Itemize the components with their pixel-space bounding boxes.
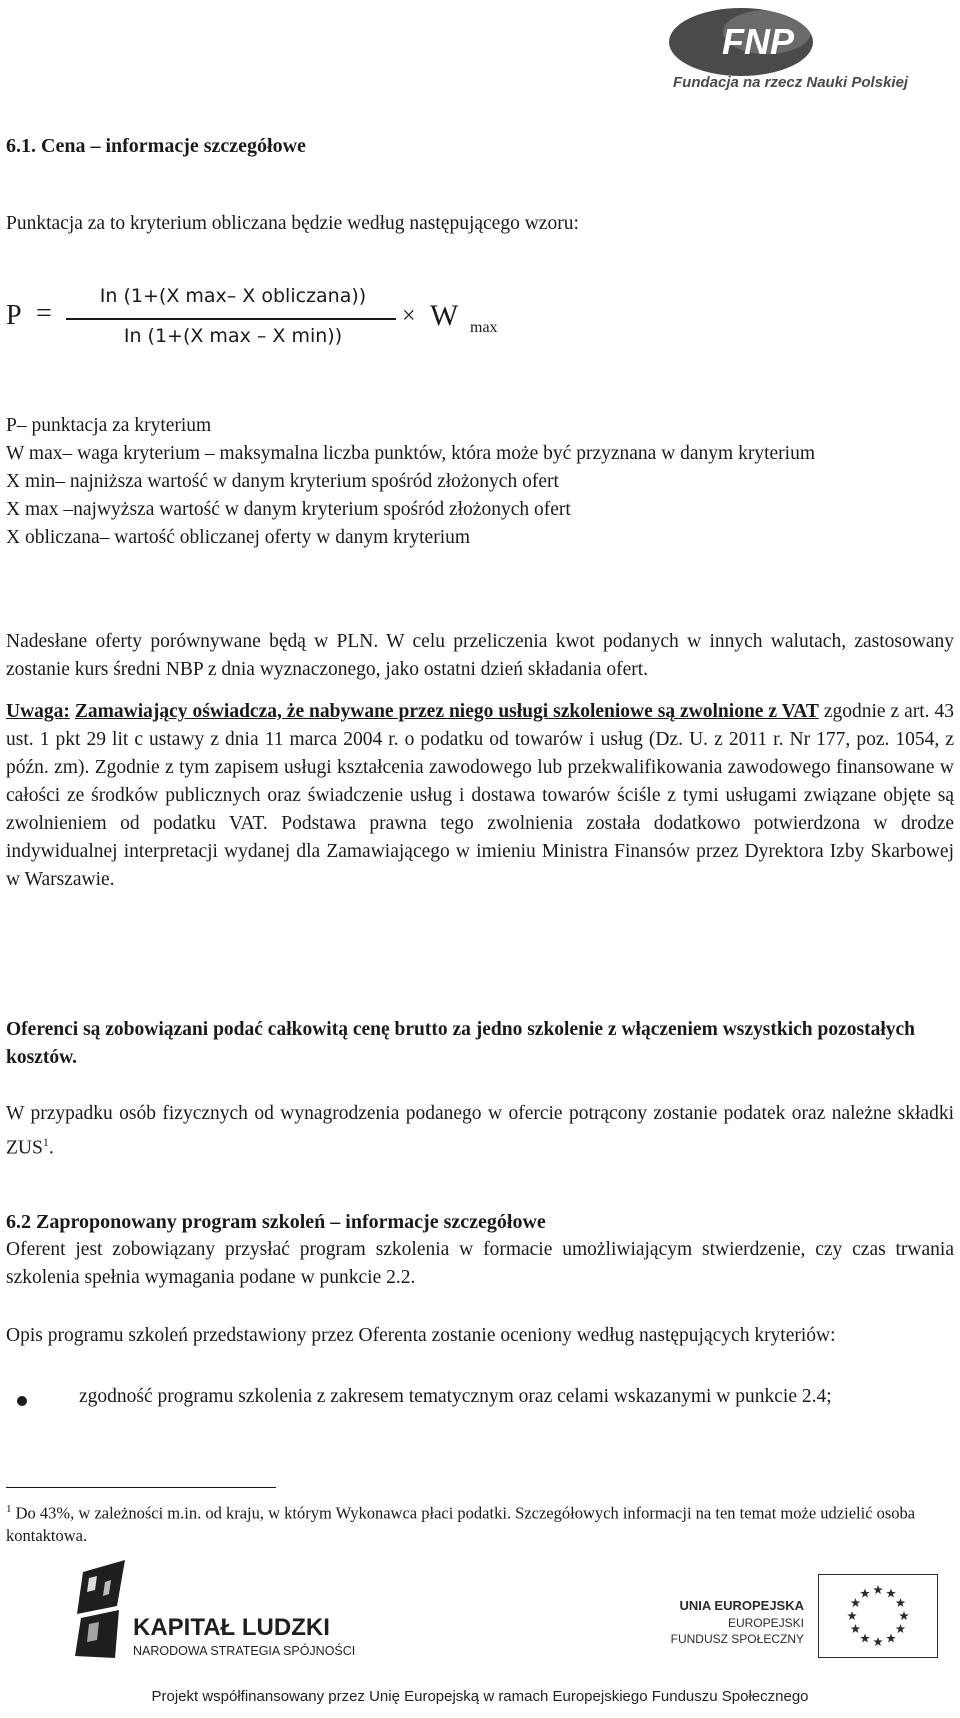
- ue-efs-logo: [670, 1568, 960, 1658]
- kapital-ludzki-emblem-icon: [75, 1560, 135, 1660]
- kapital-ludzki-title: KAPITAŁ LUDZKI: [133, 1614, 330, 1641]
- definition-x-max: X max –najwyższa wartość w danym kryterium spośród złożonych ofert: [6, 499, 571, 520]
- formula-w: W: [430, 299, 459, 332]
- formula-numerator: In (1+(X max– X obliczana)): [99, 285, 367, 307]
- zus-paragraph: [6, 1100, 954, 1163]
- formula: [6, 285, 566, 365]
- definition-x-obliczana: X obliczana– wartość obliczanej oferty w danym kryterium: [6, 527, 471, 548]
- definition-x-min: X min– najniższa wartość w danym kryterium spośród złożonych ofert: [6, 471, 559, 492]
- section-heading-6-1: 6.1. Cena – informacje szczegółowe: [6, 135, 306, 157]
- fnp-logo-text: FNP: [722, 21, 794, 62]
- footnote: [6, 1498, 956, 1547]
- formula-times: ×: [402, 303, 416, 329]
- ue-line-2: EUROPEJSKI: [727, 1616, 804, 1630]
- uwaga-paragraph: [6, 698, 954, 894]
- bullet-icon: [17, 1396, 27, 1406]
- kapital-ludzki-logo: [75, 1560, 395, 1660]
- footnote-marker: 1: [6, 1503, 12, 1515]
- formula-intro: Punktacja za to kryterium obliczana będzie według następującego wzoru:: [6, 213, 579, 234]
- kapital-ludzki-subtitle: NARODOWA STRATEGIA SPÓJNOŚCI: [133, 1644, 356, 1658]
- uwaga-vat-statement: Zamawiający oświadcza, że nabywane przez niego usługi szkoleniowe są zwolnione z VAT: [74, 701, 819, 722]
- footnote-separator: [6, 1487, 276, 1488]
- pln-paragraph: Nadesłane oferty porównywane będą w PLN. W celu przeliczenia kwot podanych w innych walutach, zastosowany zostanie kurs średni NBP z dnia wyznaczonego, jako ostatni dzień składania ofert.: [6, 631, 954, 680]
- uwaga-label: Uwaga:: [6, 701, 70, 722]
- zus-end: .: [48, 1137, 54, 1159]
- ue-line-3: FUNDUSZ SPOŁECZNY: [670, 1632, 804, 1646]
- zus-text: W przypadku osób fizycznych od wynagrodzenia podanego w ofercie potrącony zostanie podatek oraz należne składki ZUS: [6, 1103, 954, 1159]
- definition-p: P– punktacja za kryterium: [6, 415, 212, 436]
- section2-paragraph-1: Oferent jest zobowiązany przysłać program szkolenia w formacie umożliwiającym stwierdzenie, czy czas trwania szkolenia spełnia wymagania podane w punkcie 2.2.: [6, 1239, 954, 1288]
- definitions-list: [6, 412, 956, 552]
- fnp-logo: [655, 2, 955, 102]
- project-cofinancing-note: Projekt współfinansowany przez Unię Europejską w ramach Europejskiego Funduszu Społecznego: [151, 1688, 809, 1705]
- ue-line-1: UNIA EUROPEJSKA: [679, 1598, 804, 1613]
- eu-flag-icon: [818, 1574, 938, 1658]
- formula-w-subscript: max: [470, 319, 498, 336]
- fnp-logo-subtitle: Fundacja na rzecz Nauki Polskiej: [673, 74, 909, 91]
- footnote-text: Do 43%, w zależności m.in. od kraju, w którym Wykonawca płaci podatki. Szczegółowych informacji na ten temat może udzielić osoba kontaktowa.: [6, 1503, 916, 1545]
- formula-equals: =: [36, 298, 52, 329]
- formula-lhs: P: [6, 300, 22, 331]
- zus-footnote-ref: 1: [42, 1135, 49, 1149]
- definition-w-max: W max– waga kryterium – maksymalna liczba punktów, która może być przyznana w danym kryterium: [6, 443, 815, 464]
- uwaga-legal-text: zgodnie z art. 43 ust. 1 pkt 29 lit c ustawy z dnia 11 marca 2004 r. o podatku od towarów i usług (Dz. U. z 2011 r. Nr 177, poz. 1054, z późn. zm). Zgodnie z tym zapisem usługi kształcenia zawodowego lub przekwalifikowania zawodowego finansowane w całości ze środków publicznych oraz świadczenie usług i dostawa towarów ściśle z tymi usługami związane objęte są zwolnieniem od podatku VAT. Podstawa prawna tego zwolnienia została dodatkowo potwierdzona w drodze indywidualnej interpretacji wydanej dla Zamawiającego w imieniu Ministra Finansów przez Dyrektora Izby Skarbowej w Warszawie.: [6, 701, 955, 890]
- criteria-bullet-item: zgodność programu szkolenia z zakresem tematycznym oraz celami wskazanymi w punkcie 2.4;: [79, 1386, 832, 1407]
- oferenci-paragraph: Oferenci są zobowiązani podać całkowitą cenę brutto za jedno szkolenie z włączeniem wszystkich pozostałych kosztów.: [6, 1019, 915, 1068]
- section-heading-6-2: 6.2 Zaproponowany program szkoleń – informacje szczegółowe: [6, 1211, 546, 1233]
- section2-paragraph-2: Opis programu szkoleń przedstawiony przez Oferenta zostanie oceniony według następujących kryteriów:: [6, 1325, 836, 1346]
- formula-fraction-bar: [66, 318, 396, 320]
- formula-denominator: In (1+(X max – X min)): [123, 325, 343, 347]
